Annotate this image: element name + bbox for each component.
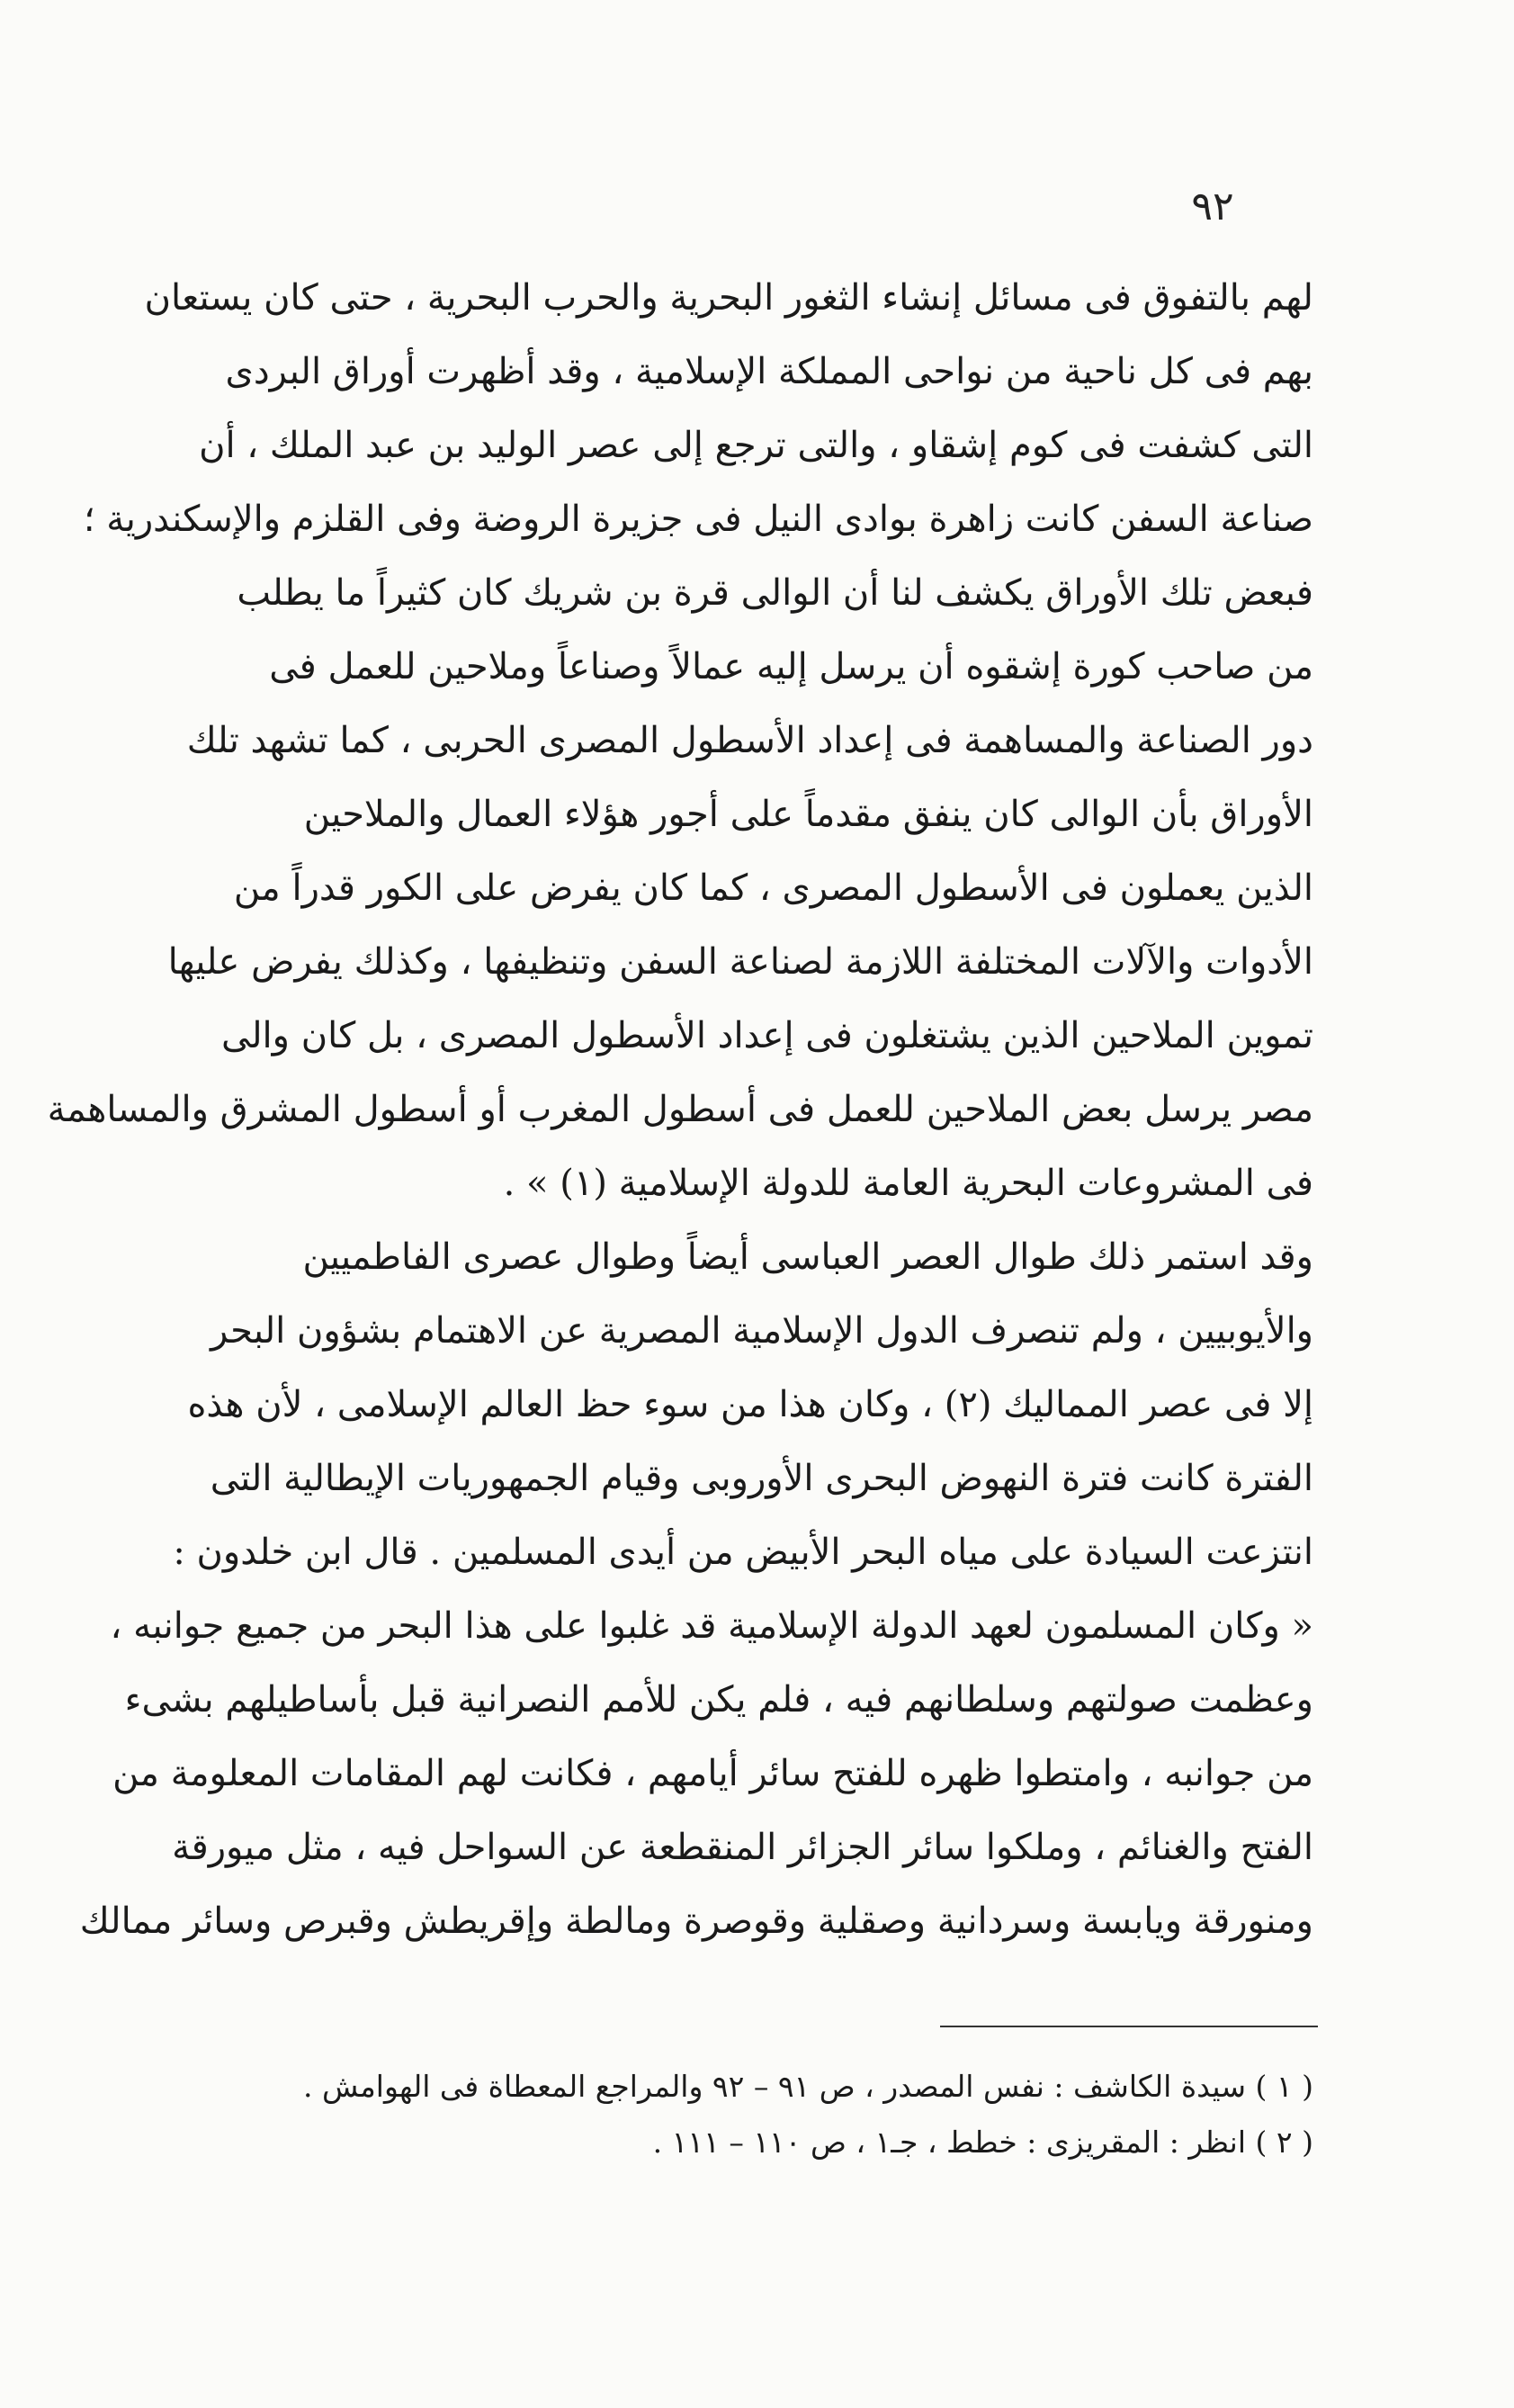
text-line: صناعة السفن كانت زاهرة بوادى النيل فى جزيرة الروضة وفى القلزم والإسكندرية ؛ [83, 499, 1313, 540]
text-line: لهم بالتفوق فى مسائل إنشاء الثغور البحرية والحرب البحرية ، حتى كان يستعان [144, 277, 1313, 319]
text-line: الفترة كانت فترة النهوض البحرى الأوروبى وقيام الجمهوريات الإيطالية التى [210, 1458, 1313, 1499]
text-line: تموين الملاحين الذين يشتغلون فى إعداد الأسطول المصرى ، بل كان والى [221, 1015, 1313, 1056]
text-line: الذين يعملون فى الأسطول المصرى ، كما كان يفرض على الكور قدراً من [233, 867, 1313, 909]
text-line: فى المشروعات البحرية العامة للدولة الإسلامية (١) » . [503, 1163, 1313, 1204]
text-line: من صاحب كورة إشقوه أن يرسل إليه عمالاً وصناعاً وملاحين للعمل فى [269, 646, 1313, 687]
text-line: وعظمت صولتهم وسلطانهم فيه ، فلم يكن للأمم النصرانية قبل بأساطيلهم بشىء [124, 1679, 1313, 1721]
text-line: إلا فى عصر المماليك (٢) ، وكان هذا من سوء حظ العالم الإسلامى ، لأن هذه [187, 1384, 1313, 1425]
text-line: من جوانبه ، وامتطوا ظهره للفتح سائر أيامهم ، فكانت لهم المقامات المعلومة من [112, 1753, 1313, 1794]
text-line: انتزعت السيادة على مياه البحر الأبيض من أيدى المسلمين . قال ابن خلدون : [173, 1532, 1313, 1573]
text-line: فبعض تلك الأوراق يكشف لنا أن الوالى قرة بن شريك كان كثيراً ما يطلب [237, 572, 1313, 614]
text-line: « وكان المسلمون لعهد الدولة الإسلامية قد غلبوا على هذا البحر من جميع جوانبه ، [110, 1605, 1313, 1647]
footnote-divider [940, 2026, 1318, 2027]
text-line: الفتح والغنائم ، وملكوا سائر الجزائر المنقطعة عن السواحل فيه ، مثل ميورقة [172, 1827, 1313, 1868]
text-line: مصر يرسل بعض الملاحين للعمل فى أسطول المغرب أو أسطول المشرق والمساهمة [47, 1089, 1313, 1130]
footnote-1: ( ١ ) سيدة الكاشف : نفس المصدر ، ص ٩١ – ٩٢ والمراجع المعطاة فى الهوامش . [303, 2069, 1313, 2104]
footnote-2: ( ٢ ) انظر : المقريزى : خطط ، جـ١ ، ص ١١٠ – ١١١ . [652, 2125, 1313, 2160]
text-line: دور الصناعة والمساهمة فى إعداد الأسطول المصرى الحربى ، كما تشهد تلك [186, 720, 1313, 761]
page-number: ٩٢ [1191, 184, 1234, 229]
text-line: وقد استمر ذلك طوال العصر العباسى أيضاً وطوال عصرى الفاطميين [302, 1236, 1313, 1278]
text-line: الأدوات والآلات المختلفة اللازمة لصناعة السفن وتنظيفها ، وكذلك يفرض عليها [167, 941, 1313, 983]
text-line: التى كشفت فى كوم إشقاو ، والتى ترجع إلى عصر الوليد بن عبد الملك ، أن [199, 425, 1313, 466]
text-line: بهم فى كل ناحية من نواحى المملكة الإسلامية ، وقد أظهرت أوراق البردى [225, 351, 1313, 392]
text-line: ومنورقة ويابسة وسردانية وصقلية وقوصرة ومالطة وإقريطش وقبرص وسائر ممالك [79, 1900, 1313, 1942]
text-line: الأوراق بأن الوالى كان ينفق مقدماً على أجور هؤلاء العمال والملاحين [303, 794, 1313, 835]
text-line: والأيوبيين ، ولم تنصرف الدول الإسلامية المصرية عن الاهتمام بشؤون البحر [211, 1310, 1313, 1352]
body-text [47, 261, 1313, 1958]
footnotes [303, 2059, 1313, 2170]
